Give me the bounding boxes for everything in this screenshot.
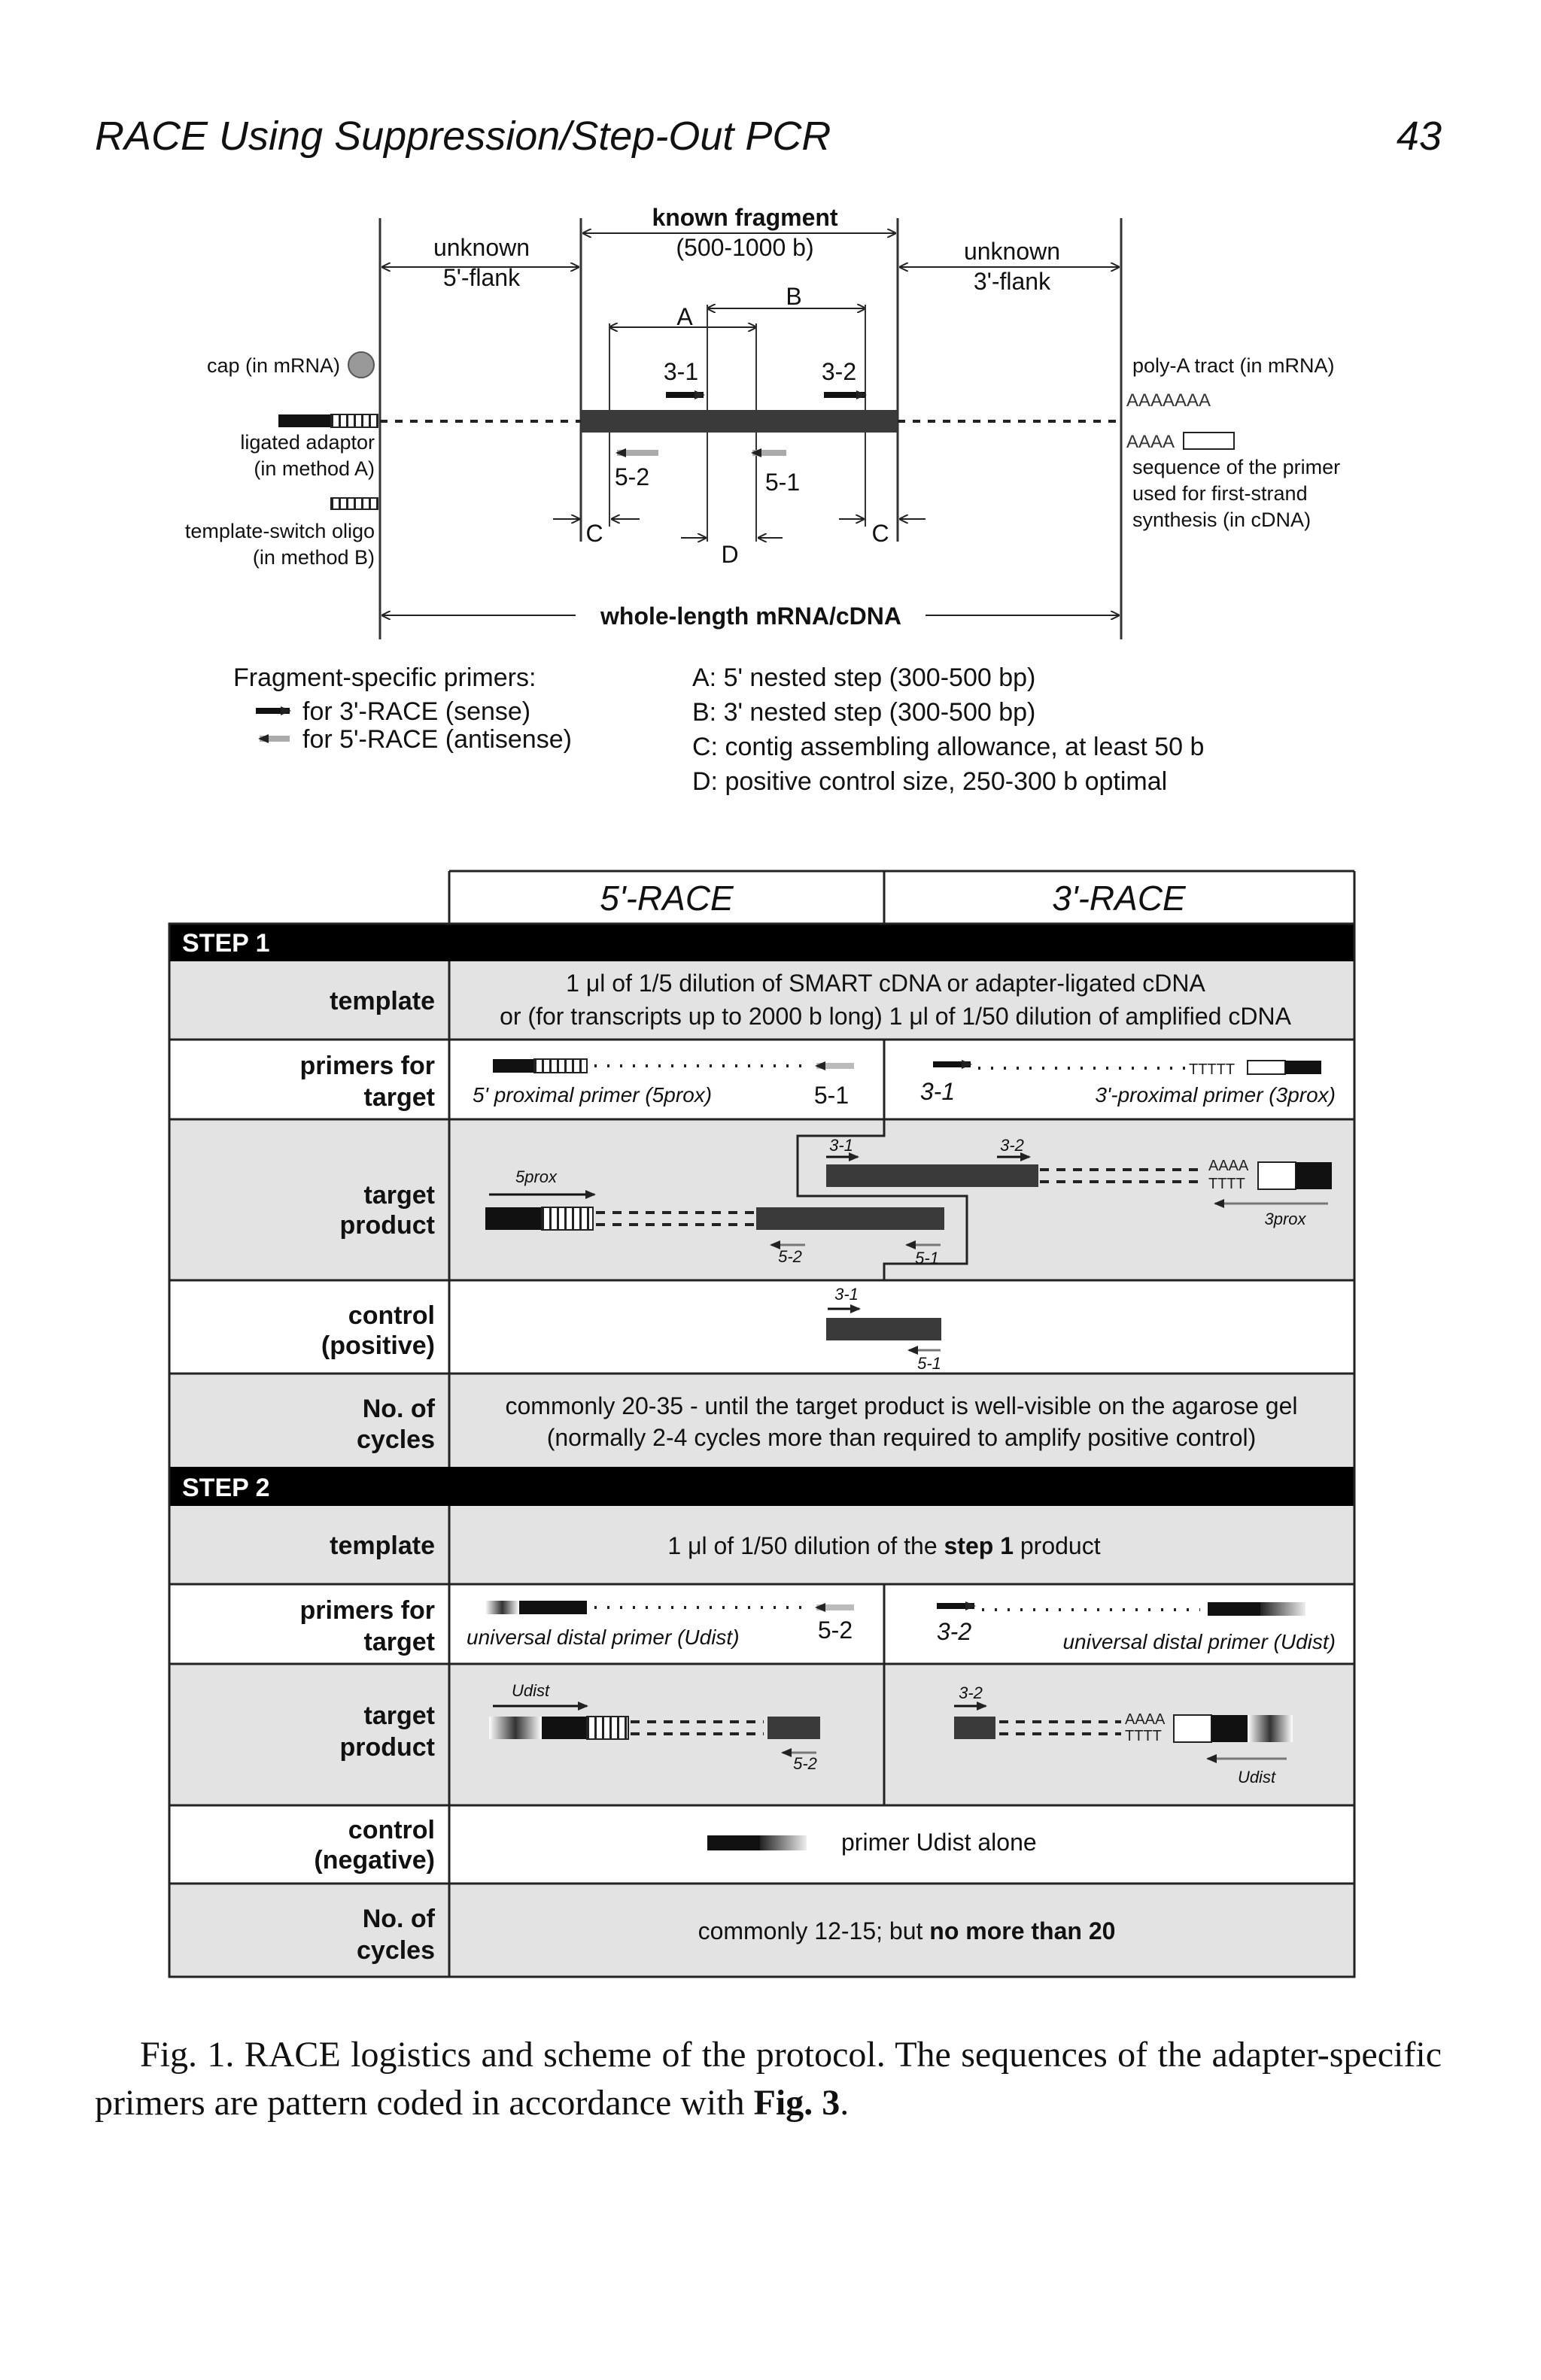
s1-tttt4: TTTT xyxy=(1208,1176,1245,1192)
s1-template-line2: or (for transcripts up to 2000 b long) 1 μl of 1/50 dilution of amplified cDNA xyxy=(500,1003,1291,1030)
unknown-3-flank-label: 3'-flank xyxy=(973,268,1051,295)
s1-cycles-line1: commonly 20-35 - until the target product is well-visible on the agarose gel xyxy=(505,1392,1298,1419)
polya-label: poly-A tract (in mRNA) xyxy=(1132,354,1335,377)
s2-aaaa: AAAA xyxy=(1125,1711,1166,1728)
row-primers-2b: target xyxy=(363,1628,435,1656)
caption-text: Fig. 1. RACE logistics and scheme of the protocol. The sequences of the adapter-specific primers are pattern coded in accordance with xyxy=(95,2035,1442,2123)
known-fragment-label: known fragment xyxy=(652,204,838,231)
s2-neg-label: primer Udist alone xyxy=(841,1829,1037,1856)
s1-prod-3-1: 3-1 xyxy=(829,1136,853,1155)
s2-template-post: product xyxy=(1013,1532,1101,1559)
col-5race: 5'-RACE xyxy=(600,879,734,918)
label-C-left: C xyxy=(585,520,603,547)
row-primers-1a: primers for xyxy=(299,1052,435,1080)
s2-cycles-bold: no more than 20 xyxy=(929,1917,1116,1944)
s2-udist-5-label: universal distal primer (Udist) xyxy=(467,1626,740,1649)
s2-prod-5-2: 5-2 xyxy=(793,1754,817,1773)
seq-primer-label-2: used for first-strand xyxy=(1132,482,1308,505)
figure-caption xyxy=(95,2031,1442,2127)
row-product-1b: product xyxy=(339,1211,435,1240)
page-number: 43 xyxy=(1396,114,1442,159)
whole-length-label: whole-length mRNA/cDNA xyxy=(600,603,901,630)
s1-tttt: TTTTT xyxy=(1189,1061,1236,1078)
step2-label: STEP 2 xyxy=(182,1474,270,1502)
row-product-2a: target xyxy=(363,1702,435,1730)
row-template-1: template xyxy=(330,987,435,1015)
polya-short: AAAA xyxy=(1126,432,1175,452)
s2-template-bold: step 1 xyxy=(944,1532,1014,1559)
primer-3-2-label: 3-2 xyxy=(821,358,857,385)
s2-5-2-label: 5-2 xyxy=(817,1617,853,1644)
seq-primer-label-1: sequence of the primer xyxy=(1132,456,1341,478)
row-control-1a: control xyxy=(348,1301,435,1330)
legend-sense: for 3'-RACE (sense) xyxy=(302,697,531,726)
s2-udist-tag-3: Udist xyxy=(1237,1768,1276,1787)
label-D: D xyxy=(721,541,739,568)
known-length-label: (500-1000 b) xyxy=(676,234,814,261)
s1-prod-5-1: 5-1 xyxy=(915,1249,939,1267)
s1-template-line1: 1 μl of 1/5 dilution of SMART cDNA or adapter-ligated cDNA xyxy=(566,970,1205,997)
row-primers-2a: primers for xyxy=(299,1596,435,1625)
row-primers-1b: target xyxy=(363,1083,435,1112)
s1-prod-3-2: 3-2 xyxy=(1000,1136,1024,1155)
s2-cycles-pre: commonly 12-15; but xyxy=(698,1917,930,1944)
label-A: A xyxy=(676,303,693,330)
mrna-diagram xyxy=(185,204,1340,639)
row-cycles-2a: No. of xyxy=(362,1905,435,1933)
s2-template-pre: 1 μl of 1/50 dilution of the xyxy=(667,1532,944,1559)
s2-cycles xyxy=(698,1917,1116,1944)
legend-title: Fragment-specific primers: xyxy=(233,663,536,692)
label-C-right: C xyxy=(871,520,889,547)
legend-c: C: contig assembling allowance, at least 50 b xyxy=(692,733,1205,761)
primer-3-1-label: 3-1 xyxy=(663,358,699,385)
ligated-adaptor-label: ligated adaptor xyxy=(240,431,375,454)
legend-a: A: 5' nested step (300-500 bp) xyxy=(692,663,1036,692)
legend-b: B: 3' nested step (300-500 bp) xyxy=(692,698,1036,727)
step1-label: STEP 1 xyxy=(182,929,270,958)
s2-tttt4: TTTT xyxy=(1125,1728,1162,1744)
s1-5prox-tag: 5prox xyxy=(515,1167,558,1186)
s1-cycles-line2: (normally 2-4 cycles more than required to amplify positive control) xyxy=(546,1424,1257,1451)
s1-5-1-label: 5-1 xyxy=(813,1082,850,1109)
row-cycles-1b: cycles xyxy=(357,1425,435,1454)
row-control-1b: (positive) xyxy=(321,1331,435,1360)
s2-udist-tag-5: Udist xyxy=(512,1681,550,1700)
s2-template xyxy=(667,1532,1100,1559)
s2-3-2-label: 3-2 xyxy=(936,1618,972,1645)
legend-d: D: positive control size, 250-300 b optimal xyxy=(692,767,1168,796)
s1-3prox-label: 3'-proximal primer (3prox) xyxy=(1095,1083,1336,1107)
unknown-5-label: unknown xyxy=(433,234,530,261)
s1-3-1-label: 3-1 xyxy=(919,1078,956,1105)
row-product-2b: product xyxy=(339,1733,435,1762)
s1-aaaa: AAAA xyxy=(1208,1158,1249,1174)
cap-label: cap (in mRNA) xyxy=(206,354,340,377)
row-template-2: template xyxy=(330,1532,435,1560)
row-cycles-2b: cycles xyxy=(357,1936,435,1965)
unknown-5-flank-label: 5'-flank xyxy=(442,264,521,291)
caption-end: . xyxy=(840,2083,850,2123)
primer-5-2-label: 5-2 xyxy=(614,463,650,490)
s1-ctrl-5-1: 5-1 xyxy=(917,1354,941,1373)
row-product-1a: target xyxy=(363,1181,435,1210)
polya-long: AAAAAAA xyxy=(1126,390,1211,411)
label-B: B xyxy=(786,283,802,310)
caption-figure-ref: Fig. 3 xyxy=(753,2083,840,2123)
s1-3prox-tag: 3prox xyxy=(1264,1210,1306,1228)
s2-prod-3-2: 3-2 xyxy=(959,1683,983,1702)
s2-udist-3-label: universal distal primer (Udist) xyxy=(1062,1630,1336,1653)
method-a-label: (in method A) xyxy=(254,457,375,480)
legend xyxy=(233,663,1204,796)
unknown-3-label: unknown xyxy=(963,238,1061,265)
s1-ctrl-3-1: 3-1 xyxy=(834,1285,859,1304)
row-cycles-1a: No. of xyxy=(362,1395,435,1423)
template-switch-label: template-switch oligo xyxy=(184,520,375,542)
primer-5-1-label: 5-1 xyxy=(764,469,801,496)
col-3race: 3'-RACE xyxy=(1052,879,1186,918)
row-control-2a: control xyxy=(348,1816,435,1844)
cap-icon xyxy=(348,352,374,378)
legend-antisense: for 5'-RACE (antisense) xyxy=(302,725,572,754)
running-title: RACE Using Suppression/Step-Out PCR xyxy=(95,114,831,159)
row-control-2b: (negative) xyxy=(314,1846,435,1875)
method-b-label: (in method B) xyxy=(252,546,375,569)
protocol-table xyxy=(169,871,1354,1977)
s1-5prox-label: 5' proximal primer (5prox) xyxy=(473,1083,713,1107)
s1-prod-5-2: 5-2 xyxy=(778,1247,802,1266)
seq-primer-label-3: synthesis (in cDNA) xyxy=(1132,508,1312,531)
